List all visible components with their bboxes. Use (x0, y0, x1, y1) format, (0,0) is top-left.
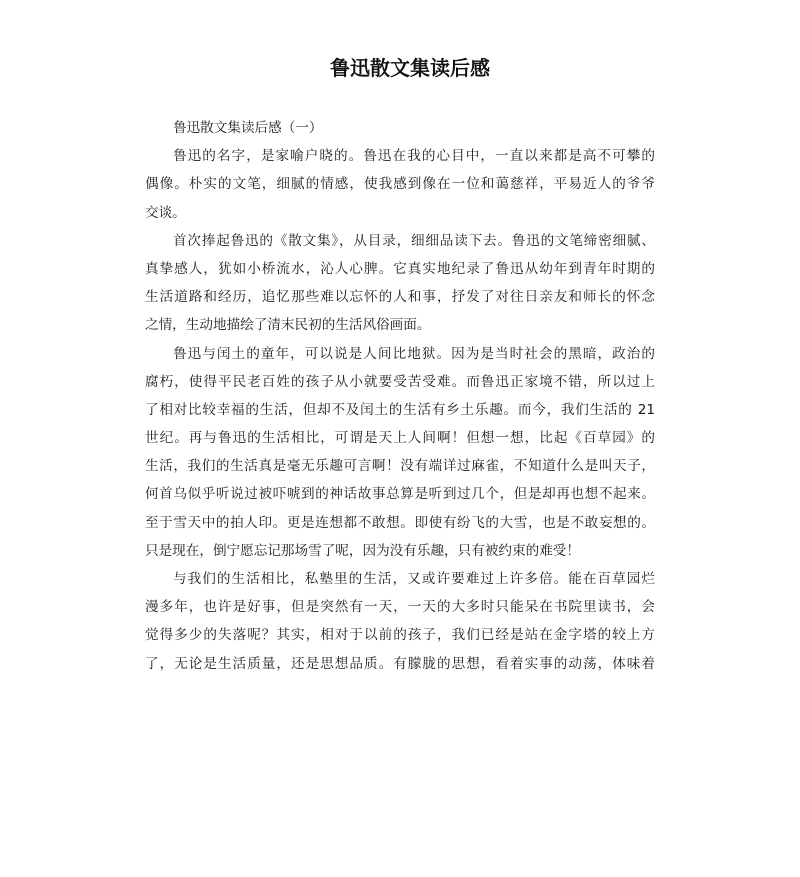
paragraph-line: 了，无论是生活质量，还是思想品质。有朦胧的思想，看着实事的动荡，体味着 (145, 655, 655, 672)
paragraph-line: 生活道路和经历，追忆那些难以忘怀的人和事，抒发了对往日亲友和师长的怀念 (145, 289, 655, 306)
paragraph-line: 何首乌似乎听说过被吓唬到的神话故事总算是听到过几个，但是却再也想不起来。 (145, 486, 655, 503)
paragraph-line: 偶像。朴实的文笔，细腻的情感，使我感到像在一位和蔼慈祥，平易近人的爷爷 (145, 176, 655, 193)
paragraph-line: 交谈。 (145, 204, 186, 221)
paragraph-line: 腐朽，使得平民老百姓的孩子从小就要受苦受难。而鲁迅正家境不错，所以过上 (145, 373, 655, 390)
paragraph-line: 之情，生动地描绘了清末民初的生活风俗画面。 (145, 317, 431, 334)
document-body (145, 114, 655, 678)
paragraph-line: 与我们的生活相比，私塾里的生活，又或许要难过上许多倍。能在百草园烂 (173, 571, 655, 587)
paragraph-line: 至于雪天中的拍人印。更是连想都不敢想。即使有纷飞的大雪，也是不敢妄想的。 (145, 514, 655, 531)
paragraph-line: 只是现在，倒宁愿忘记那场雪了呢，因为没有乐趣，只有被约束的难受！ (145, 542, 580, 559)
paragraph-line: 首次捧起鲁迅的《散文集》，从目录，细细品读下去。鲁迅的文笔缔密细腻、 (173, 232, 655, 249)
paragraph-line: 世纪。再与鲁迅的生活相比，可谓是天上人间啊！但想一想，比起《百草园》的 (145, 430, 655, 447)
paragraph-line: 鲁迅的名字，是家喻户晓的。鲁迅在我的心目中，一直以来都是高不可攀的 (173, 148, 655, 165)
paragraph-line: 漫多年，也许是好事，但是突然有一天，一天的大多时只能呆在书院里读书，会 (145, 599, 655, 616)
paragraph-line: 觉得多少的失落呢？其实，相对于以前的孩子，我们已经是站在金字塔的较上方 (145, 627, 655, 644)
paragraph-line: 真挚感人，犹如小桥流水，沁人心脾。它真实地纪录了鲁迅从幼年到青年时期的 (145, 260, 655, 277)
document-title: 鲁迅散文集读后感 (330, 56, 490, 80)
paragraph-line: 生活，我们的生活真是毫无乐趣可言啊！没有端详过麻雀，不知道什么是叫天子， (145, 458, 655, 475)
paragraph-line: 了相对比较幸福的生活，但却不及闰土的生活有乡土乐趣。而今，我们生活的 21 (145, 401, 655, 418)
paragraph-line: 鲁迅与闰土的童年，可以说是人间比地狱。因为是当时社会的黑暗，政治的 (173, 345, 655, 362)
paragraph-line: 鲁迅散文集读后感（一） (173, 120, 323, 136)
